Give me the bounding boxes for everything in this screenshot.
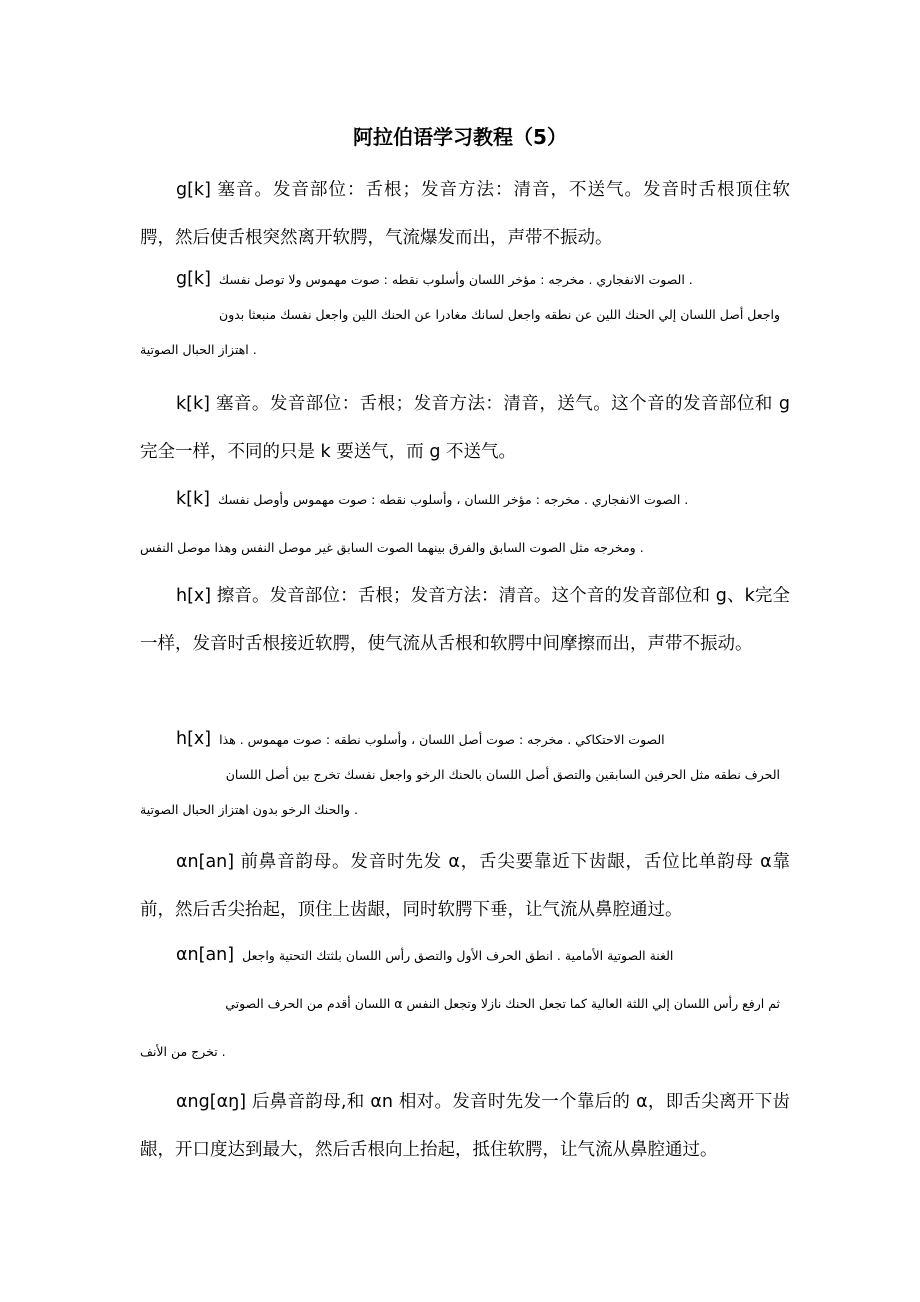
phoneme-label: k[k] [176,489,210,509]
text-line: الصوت الاحتكاكي . مخرجه : صوت أصل اللسان ، وأسلوب نطقه : صوت مهموس . هذا [219,732,665,747]
text-line: واجعل أصل اللسان إلي الحنك اللين عن نطقه واجعل لسانك مغادرا عن الحنك اللين واجعل نفسك منبعثا بدون [219,307,780,322]
text-line: . تخرج من الأنف [140,1044,226,1059]
text-line: 靠前，然后舌尖抬起，顶住上齿龈，同时软腭下垂，让气流从鼻腔通过。 [140,852,791,920]
paragraph-k-arabic [140,482,780,565]
text-line: ثم ارفع رأس اللسان إلي اللثة العالية كما تجعل الحنك نازلا وتجعل النفس α اللسان أقدم من الحرف الصوتي [225,996,780,1011]
text-line: . الصوت الانفجاري . مخرجه : مؤخر اللسان وأسلوب نقطه : صوت مهموس ولا توصل نفسك [218,272,693,287]
paragraph-ang-chinese [140,1078,790,1174]
text-line: . والحنك الرخو بدون اهتزاز الحبال الصوتية [140,802,358,817]
paragraph-g-arabic [140,262,780,367]
phoneme-label: g[k] [176,269,211,289]
text-line: . ومخرجه مثل الصوت السابق والفرق بينهما الصوت السابق غير موصل النفس وهذا موصل النفس [140,540,644,555]
text-line: 完全一样，发音时舌根接近软腭，使气流从舌根和软腭中间摩擦而出，声带不振 [140,586,791,654]
text-line: 软腭，然后使舌根突然离开软腭，气流爆发而出，声带不振动。 [140,180,790,248]
paragraph-an-chinese [140,838,790,934]
text-line: الغنة الصوتية الأمامية . انطق الحرف الأول والتصق رأس اللسان بلثتك التحتية واجعل [242,948,674,963]
text-line: k[k] 塞音。发音部位：舌根；发音方法：清音，送气。这个音的发音部位 [176,394,755,414]
text-line: الحرف نطقه مثل الحرفين السابقين والتصق أصل اللسان بالحنك الرخو واجعل نفسك تخرج بين أصل اللسان [225,767,780,782]
paragraph-an-arabic [140,938,780,1069]
text-line: 动。 [717,634,753,654]
page-title: 阿拉伯语学习教程（5） [353,125,567,149]
paragraph-g-chinese [140,166,790,262]
paragraph-h-arabic [140,722,780,827]
text-line: 和 g 完全一样，不同的只是 k 要送气，而 g 不送气。 [140,394,791,462]
text-line: g[k] 塞音。发音部位：舌根；发音方法：清音，不送气。发音时舌根顶住 [176,180,773,200]
text-line: . اهتزاز الحبال الصوتية [140,342,257,357]
text-line: h[x] 擦音。发音部位：舌根；发音方法：清音。这个音的发音部位和 g、k [176,586,755,606]
phoneme-label: h[x] [176,729,212,749]
paragraph-k-chinese [140,380,790,476]
text-line: αng[αŋ] 后鼻音韵母,和 αn 相对。发音时先发一个靠后的 α，即舌尖离开 [176,1092,755,1112]
paragraph-h-chinese [140,572,790,668]
phoneme-label: αn[an] [176,945,235,965]
text-line: 下齿龈，开口度达到最大，然后舌根向上抬起，抵住软腭，让气流从鼻腔通过。 [140,1092,790,1160]
text-line: . الصوت الانفجاري . مخرجه : مؤخر اللسان ، وأسلوب نقطه : صوت مهموس وأوصل نفسك [217,492,689,507]
text-line: αn[an] 前鼻音韵母。发音时先发 α，舌尖要靠近下齿龈，舌位比单韵母 α [176,852,772,872]
